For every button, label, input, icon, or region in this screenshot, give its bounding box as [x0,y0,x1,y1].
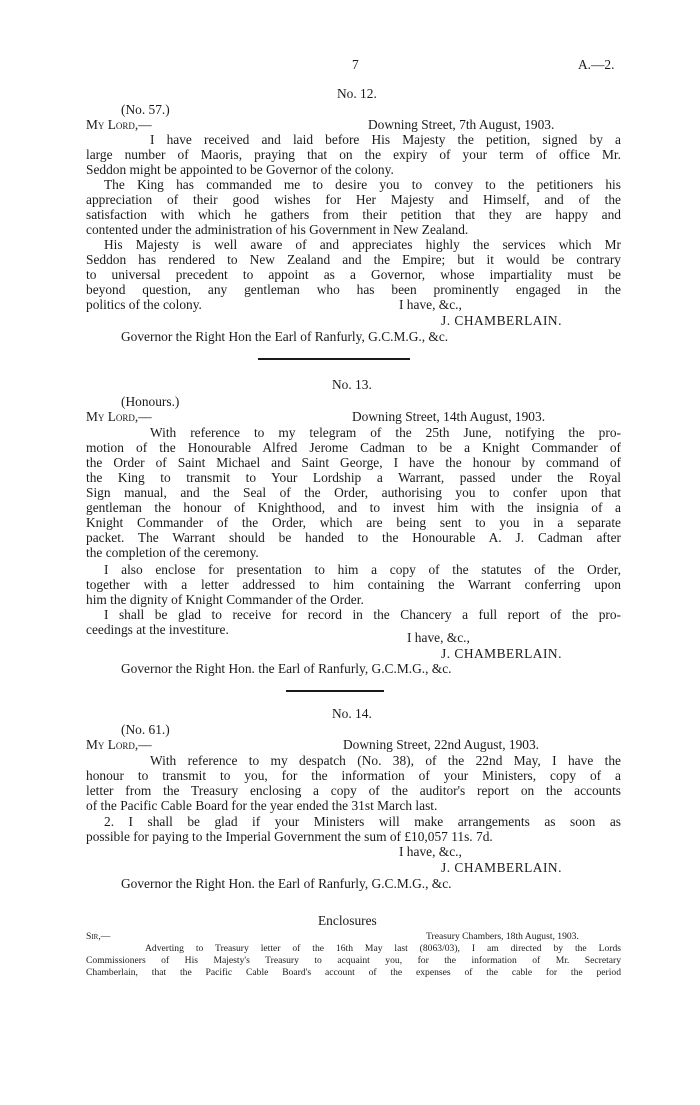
letter-reference: (No. 57.) [121,102,170,117]
salutation: My Lord,— [86,737,152,752]
dateline: Downing Street, 7th August, 1903. [368,117,555,132]
closing: I have, &c., [399,297,462,312]
signature: J. CHAMBERLAIN. [441,313,562,328]
body-line: honour to transmit to you, for the information of your Ministers, copy of a [86,768,621,783]
body-line: gentleman the honour of Knighthood, and to invest him with the insignia of a [86,500,621,515]
letter-reference: (Honours.) [121,394,180,409]
body-line: the Order of Saint Michael and Saint George, I have the honour by command of [86,455,621,470]
body-line: beyond question, any gentleman who has been prominently engaged in the [86,282,621,297]
body-line: possible for paying to the Imperial Government the sum of £10,057 11s. 7d. [86,829,493,844]
body-line: ceedings at the investiture. [86,622,229,637]
body-line: Knight Commander of the Order, which are being sent to you in a separate [86,515,621,530]
closing: I have, &c., [407,630,470,645]
dateline: Downing Street, 14th August, 1903. [352,409,546,424]
letter-number: No. 13. [332,377,372,392]
body-line: the completion of the ceremony. [86,545,259,560]
enclosure-dateline: Treasury Chambers, 18th August, 1903. [426,931,579,942]
body-line: large number of Maoris, praying that on the expiry of your term of office Mr. [86,147,621,162]
enclosures-heading: Enclosures [318,913,377,928]
addressee: Governor the Right Hon. the Earl of Ranfurly, G.C.M.G., &c. [121,661,452,676]
body-line: I shall be glad to receive for record in the Chancery a full report of the pro- [104,607,621,622]
body-line: contented under the administration of his Government in New Zealand. [86,222,469,237]
body-line: Seddon might be appointed to be Governor of the colony. [86,162,394,177]
body-line: 2. I shall be glad if your Ministers will make arrangements as soon as [104,814,621,829]
body-line: satisfaction with which he gathers from their petition that they are happy and [86,207,621,222]
body-line: Seddon has rendered to New Zealand and the Empire; but it would be contrary [86,252,621,267]
page-number: 7 [352,57,359,72]
body-line: to universal precedent to appoint as a Governor, whose impartiality must be [86,267,621,282]
section-divider [286,690,384,692]
enclosure-line: Commissioners of His Majesty's Treasury to acquaint you, for the information of Mr. Secretary [86,955,621,966]
body-line: of the Pacific Cable Board for the year ended the 31st March last. [86,798,438,813]
body-line: the King to transmit to Your Lordship a Warrant, passed under the Royal [86,470,621,485]
body-line: packet. The Warrant should be handed to the Honourable A. J. Cadman after [86,530,621,545]
body-line: I have received and laid before His Majesty the petition, signed by a [150,132,621,147]
enclosure-line: Adverting to Treasury letter of the 16th May last (8063/03), I am directed by the Lords [145,943,621,954]
body-line: The King has commanded me to desire you to convey to the petitioners his [104,177,621,192]
signature: J. CHAMBERLAIN. [441,646,562,661]
body-line: With reference to my telegram of the 25th June, notifying the pro- [150,425,621,440]
body-line: I also enclose for presentation to him a copy of the statutes of the Order, [104,562,621,577]
body-line: him the dignity of Knight Commander of the Order. [86,592,364,607]
body-line: appreciation of their good wishes for Her Majesty and Himself, and of the [86,192,621,207]
salutation: My Lord,— [86,409,152,424]
dateline: Downing Street, 22nd August, 1903. [343,737,540,752]
closing: I have, &c., [399,844,462,859]
document-reference: A.—2. [578,57,615,72]
enclosure-salutation: Sir,— [86,931,111,942]
letter-reference: (No. 61.) [121,722,170,737]
body-line: letter from the Treasury enclosing a copy of the auditor's report on the accounts [86,783,621,798]
body-line: politics of the colony. [86,297,202,312]
body-line: With reference to my despatch (No. 38), of the 22nd May, I have the [150,753,621,768]
addressee: Governor the Right Hon. the Earl of Ranfurly, G.C.M.G., &c. [121,876,452,891]
letter-number: No. 14. [332,706,372,721]
salutation: My Lord,— [86,117,152,132]
signature: J. CHAMBERLAIN. [441,860,562,875]
addressee: Governor the Right Hon the Earl of Ranfurly, G.C.M.G., &c. [121,329,449,344]
body-line: His Majesty is well aware of and appreciates highly the services which Mr [104,237,621,252]
body-line: together with a letter addressed to him containing the Warrant conferring upon [86,577,621,592]
body-line: motion of the Honourable Alfred Jerome Cadman to be a Knight Commander of [86,440,621,455]
section-divider [258,358,410,360]
letter-number: No. 12. [337,86,377,101]
enclosure-line: Chamberlain, that the Pacific Cable Board's account of the expenses of the cable for the period [86,967,621,978]
body-line: Sign manual, and the Seal of the Order, authorising you to confer upon that [86,485,621,500]
